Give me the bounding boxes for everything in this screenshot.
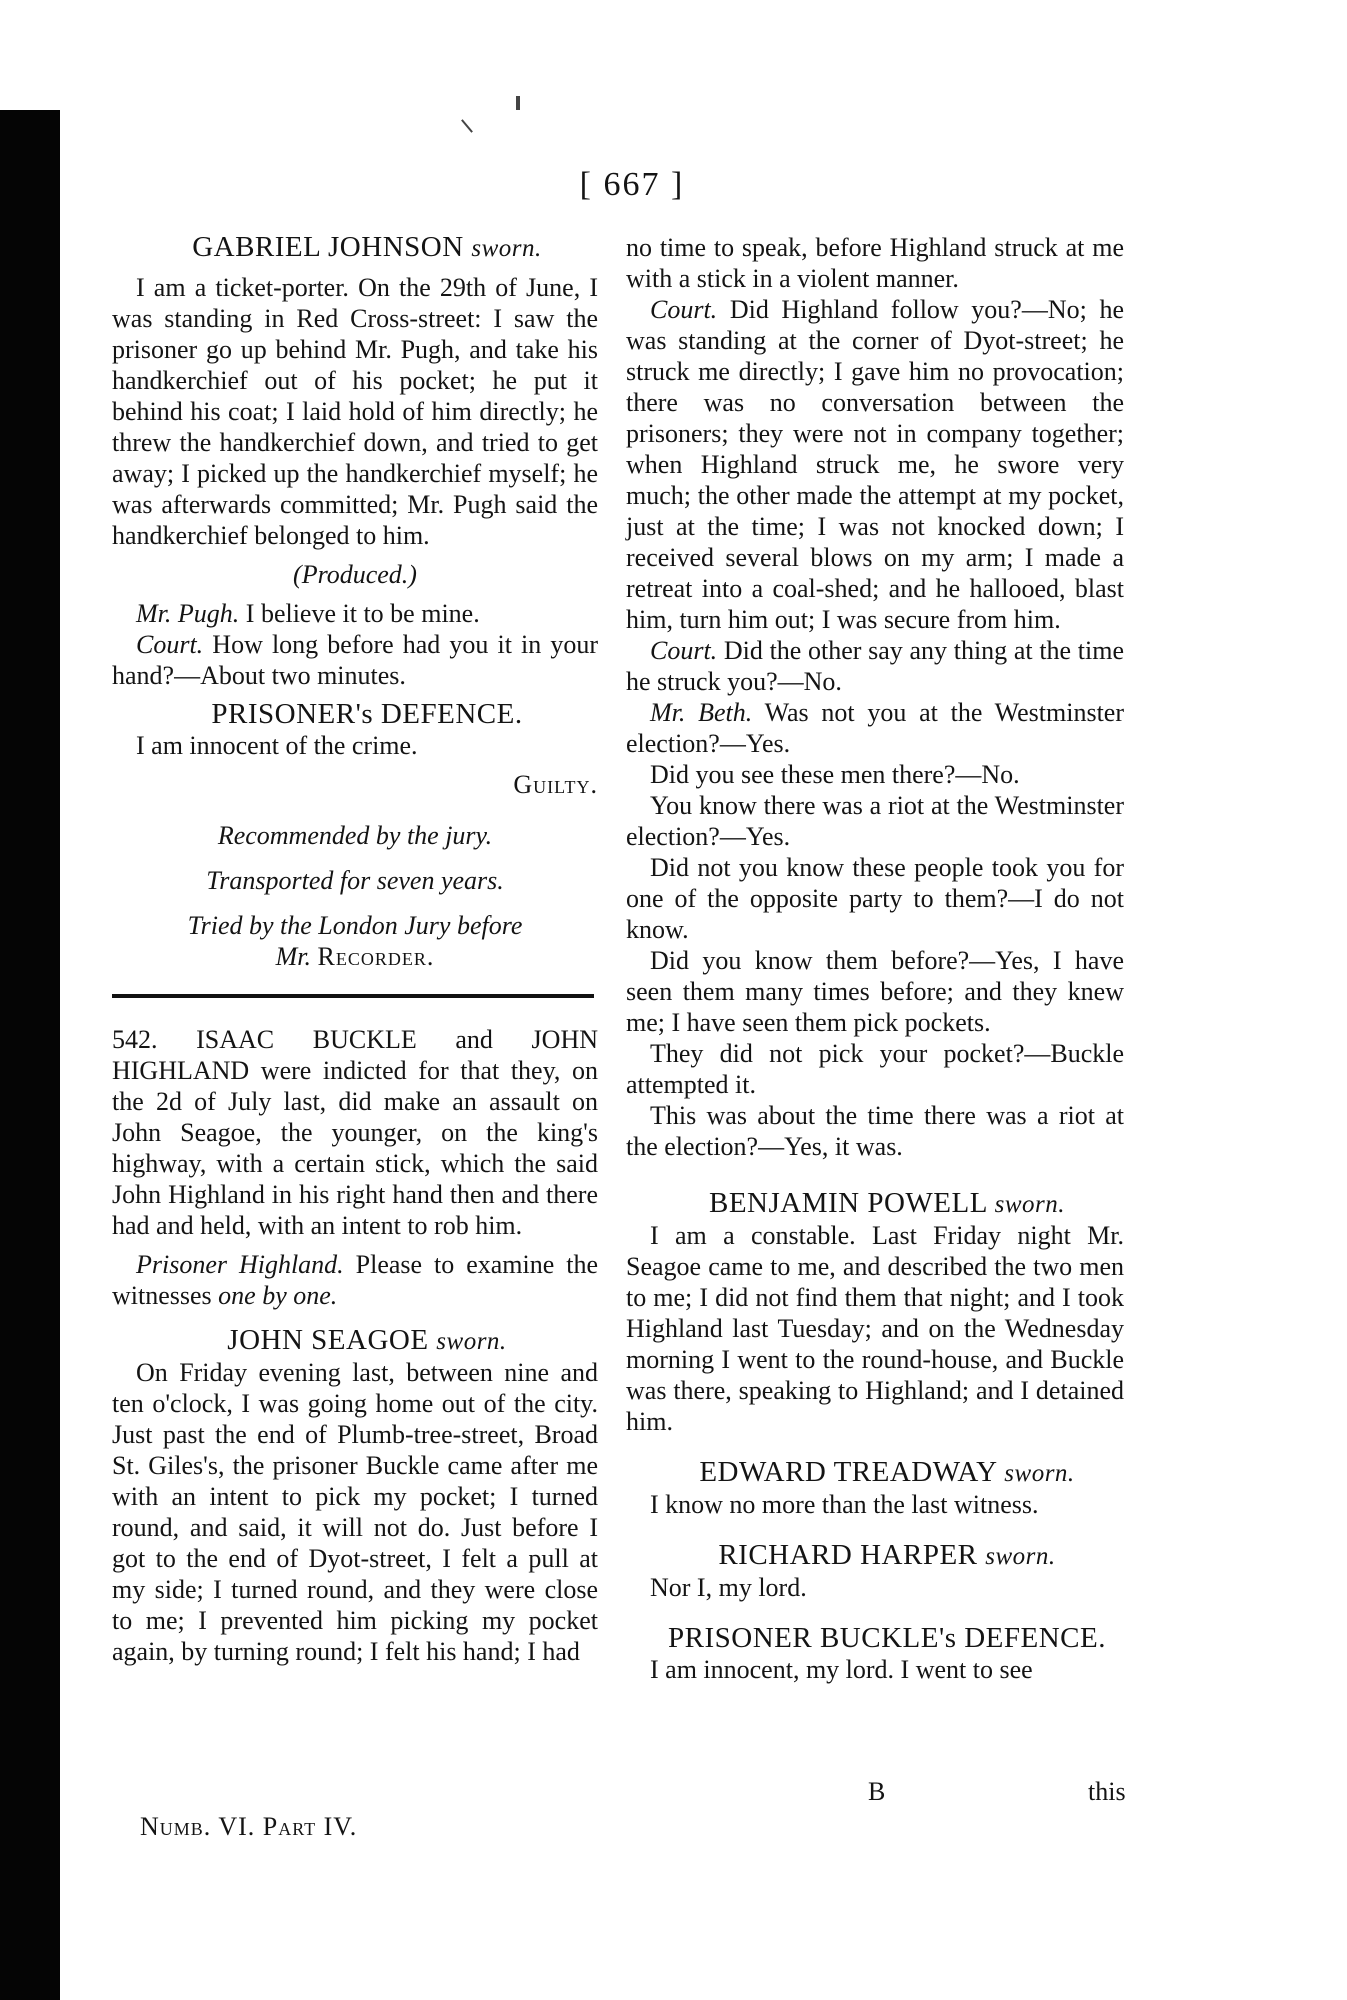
sworn-label: sworn. (1004, 1460, 1075, 1487)
speaker-label: Court. (650, 295, 718, 324)
sworn-label: sworn. (436, 1328, 507, 1355)
question-line: This was about the time there was a riot at the election?—Yes, it was. (626, 1101, 1124, 1161)
question-line: Did you know them before?—Yes, I have seen them many times before; and they knew me; I have seen them pick pockets. (626, 946, 1124, 1037)
testimony-paragraph: Nor I, my lord. (650, 1573, 807, 1602)
judge-title: Mr. (275, 942, 312, 971)
testimony-paragraph: I know no more than the last witness. (650, 1490, 1039, 1519)
speaker-label: Court. (650, 636, 718, 665)
defence-text: I am innocent, my lord. I went to see (650, 1655, 1033, 1684)
catchword: this (1088, 1777, 1126, 1806)
question-line: You know there was a riot at the Westminster election?—Yes. (626, 791, 1124, 851)
witness-heading-richard-harper (626, 1540, 1124, 1572)
witness-heading-john-seagoe (112, 1325, 598, 1357)
dialogue-line (626, 294, 1124, 635)
witness-heading-benjamin-powell (626, 1188, 1124, 1220)
speaker-label: Court. (136, 630, 204, 659)
tried-before: Tried by the London Jury before (187, 911, 523, 940)
speaker-label: Mr. Beth. (650, 698, 753, 727)
sentence: Transported for seven years. (206, 866, 504, 895)
dialogue-text: Did the other say any thing at the time he struck you?—No. (626, 636, 1125, 696)
dialogue-text: Please to examine the witnesses (112, 1250, 599, 1310)
buckle-defence-heading: PRISONER BUCKLE's DEFENCE. (668, 1622, 1106, 1654)
witness-name: RICHARD HARPER (718, 1539, 978, 1571)
witness-name: JOHN SEAGOE (227, 1324, 429, 1356)
testimony-continuation: no time to speak, before Highland struck at me with a stick in a violent manner. (626, 233, 1124, 293)
scan-speck (461, 119, 473, 133)
section-divider (112, 994, 594, 998)
produced-note: (Produced.) (293, 560, 417, 589)
signature-mark: B (868, 1777, 886, 1806)
defence-text: I am innocent of the crime. (136, 731, 418, 760)
question-line: Did not you know these people took you for one of the opposite party to them?—I do not know. (626, 853, 1124, 944)
witness-name: EDWARD TREADWAY (699, 1456, 997, 1488)
dialogue-line (112, 598, 598, 629)
case-indictment: 542. ISAAC BUCKLE and JOHN HIGHLAND were indicted for that they, on the 2d of July last, did make an assault on John Seagoe, the younger, on the king's highway, with a certain stick, which the said John Highland in his right hand then and there had and held, with an intent to rob him. (112, 1025, 598, 1240)
speaker-label: Prisoner Highland. (136, 1250, 344, 1279)
dialogue-line (112, 1249, 598, 1311)
verdict: Guilty. (513, 770, 598, 799)
left-column (112, 232, 598, 1667)
recommendation: Recommended by the jury. (217, 821, 493, 850)
judge-name: Recorder. (317, 942, 435, 971)
witness-name: BENJAMIN POWELL (708, 1187, 987, 1219)
right-column (626, 232, 1124, 1685)
dialogue-line (112, 629, 598, 691)
defence-heading: PRISONER's DEFENCE. (211, 698, 523, 730)
question-line: They did not pick your pocket?—Buckle attempted it. (626, 1039, 1124, 1099)
dialogue-line (626, 635, 1124, 697)
sworn-label: sworn. (985, 1543, 1056, 1570)
scan-margin-shadow (0, 110, 60, 2000)
sworn-label: sworn. (471, 235, 542, 262)
witness-name: GABRIEL JOHNSON (192, 231, 464, 263)
dialogue-text: Was not you at the Westminster election?—Yes. (626, 698, 1124, 758)
sworn-label: sworn. (994, 1191, 1065, 1218)
question-line: Did you see these men there?—No. (650, 760, 1020, 789)
witness-heading-edward-treadway (626, 1457, 1124, 1489)
dialogue-text: How long before had you it in your hand?—About two minutes. (112, 630, 599, 690)
testimony-paragraph: On Friday evening last, between nine and ten o'clock, I was going home out of the city. Just past the end of Plumb-tree-street, Broad St. Giles's, the prisoner Buckle came after me with an intent to pick my pocket; I turned round, and said, it will not do. Just before I got to the end of Dyot-street, I felt a pull at my side; I turned round, and they were close to me; I prevented him picking my pocket again, by turning round; I felt his hand; I had (112, 1358, 598, 1666)
testimony-paragraph: I am a constable. Last Friday night Mr. Seagoe came to me, and described the two men to me; I did not find them that night; and I took Highland last Tuesday; and on the Wednesday morning I went to the round-house, and Buckle was there, speaking to Highland; and I detained him. (626, 1221, 1124, 1436)
witness-heading-gabriel-johnson (112, 232, 598, 264)
dialogue-line (626, 697, 1124, 759)
dialogue-text: Did Highland follow you?—No; he was standing at the corner of Dyot-street; he struck me directly; I gave him no provocation; there was no conversation between the prisoners; they were not in company together; when Highland struck me, he swore very much; the other made the attempt at my pocket, just at the time; I was not knocked down; I received several blows on my arm; I made a retreat into a coal-shed; and he hallooed, blast him, turn him out; I was secure from him. (626, 295, 1125, 634)
tried-before-judge (112, 941, 598, 972)
speaker-label: Mr. Pugh. (136, 599, 240, 628)
dialogue-text: I believe it to be mine. (245, 599, 480, 628)
scan-speck (516, 96, 520, 110)
page-number: [ 667 ] (579, 166, 685, 203)
signature-line: Numb. VI. Part IV. (140, 1812, 358, 1841)
dialogue-emphasis: one by one. (218, 1281, 338, 1310)
testimony-paragraph: I am a ticket-porter. On the 29th of June, I was standing in Red Cross-street: I saw the prisoner go up behind Mr. Pugh, and take his handkerchief out of his pocket; he put it behind his coat; I laid hold of him directly; he threw the handkerchief down, and tried to get away; I picked up the handkerchief myself; he was afterwards committed; Mr. Pugh said the handkerchief belonged to him. (112, 273, 598, 550)
